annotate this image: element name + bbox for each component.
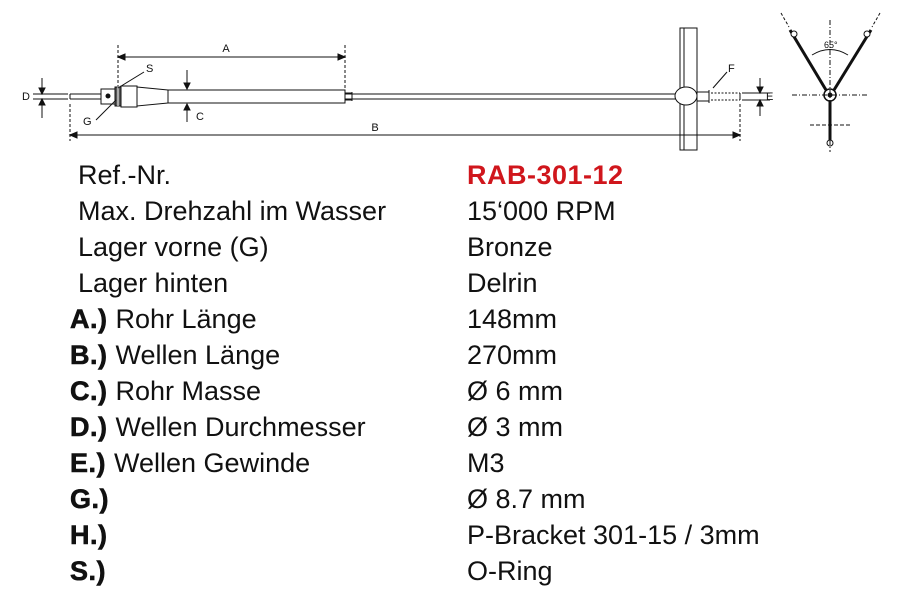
spec-value: M3 xyxy=(467,447,505,478)
spec-row-d xyxy=(70,409,890,445)
spec-value: 15‘000 RPM xyxy=(467,195,616,226)
spec-label: Max. Drehzahl im Wasser xyxy=(78,195,387,226)
spec-value: Delrin xyxy=(467,267,538,298)
spec-letter: D.) xyxy=(70,411,108,442)
angle-label: 65° xyxy=(824,40,838,50)
spec-label: Lager vorne (G) xyxy=(78,231,269,262)
spec-label: Rohr Länge xyxy=(115,303,257,334)
label-s: S xyxy=(146,63,154,75)
spec-value: Ø 3 mm xyxy=(467,411,564,442)
spec-letter: E.) xyxy=(70,447,107,478)
label-e: E xyxy=(766,91,774,103)
spec-row-rpm xyxy=(70,193,890,229)
front-bearing xyxy=(101,86,137,107)
spec-value: Bronze xyxy=(467,231,553,262)
spec-letter: A.) xyxy=(70,303,108,334)
spec-label: Ref.-Nr. xyxy=(78,159,172,190)
spec-letter: H.) xyxy=(70,519,108,550)
spec-row-rear-bearing xyxy=(70,265,890,301)
spec-row-h xyxy=(70,517,890,553)
spec-row-front-bearing xyxy=(70,229,890,265)
bracket-front-view xyxy=(780,12,884,152)
label-a: A xyxy=(222,43,230,55)
spec-value: 148mm xyxy=(467,303,558,334)
spec-row-b xyxy=(70,337,890,373)
spec-table xyxy=(70,157,890,589)
tube xyxy=(137,87,352,106)
spec-letter: C.) xyxy=(70,375,108,406)
ref-number: RAB-301-12 xyxy=(467,159,624,190)
spec-letter: G.) xyxy=(70,483,109,514)
spec-row-ref xyxy=(70,157,890,193)
spec-row-g xyxy=(70,481,890,517)
label-b: B xyxy=(371,122,379,134)
label-f: F xyxy=(728,63,735,75)
label-c: C xyxy=(196,111,204,123)
bracket-side xyxy=(675,28,709,150)
spec-label: Wellen Länge xyxy=(115,339,281,370)
spec-value: P-Bracket 301-15 / 3mm xyxy=(467,519,760,550)
spec-value: Ø 6 mm xyxy=(467,375,564,406)
spec-label: Lager hinten xyxy=(78,267,229,298)
spec-label: Wellen Durchmesser xyxy=(115,411,366,442)
label-g: G xyxy=(83,116,92,128)
label-d: D xyxy=(22,91,30,103)
spec-letter: S.) xyxy=(70,555,107,586)
technical-drawing xyxy=(0,0,900,160)
spec-value: Ø 8.7 mm xyxy=(467,483,586,514)
dimension-labels xyxy=(22,40,838,134)
spec-value: 270mm xyxy=(467,339,558,370)
spec-label: Wellen Gewinde xyxy=(114,447,311,478)
spec-value: O-Ring xyxy=(467,555,553,586)
dimension-d xyxy=(33,78,68,118)
spec-row-e xyxy=(70,445,890,481)
spec-row-a xyxy=(70,301,890,337)
spec-label: Rohr Masse xyxy=(115,375,262,406)
spec-letter: B.) xyxy=(70,339,108,370)
dimension-b xyxy=(70,104,740,141)
spec-row-c xyxy=(70,373,890,409)
spec-row-s xyxy=(70,553,890,589)
